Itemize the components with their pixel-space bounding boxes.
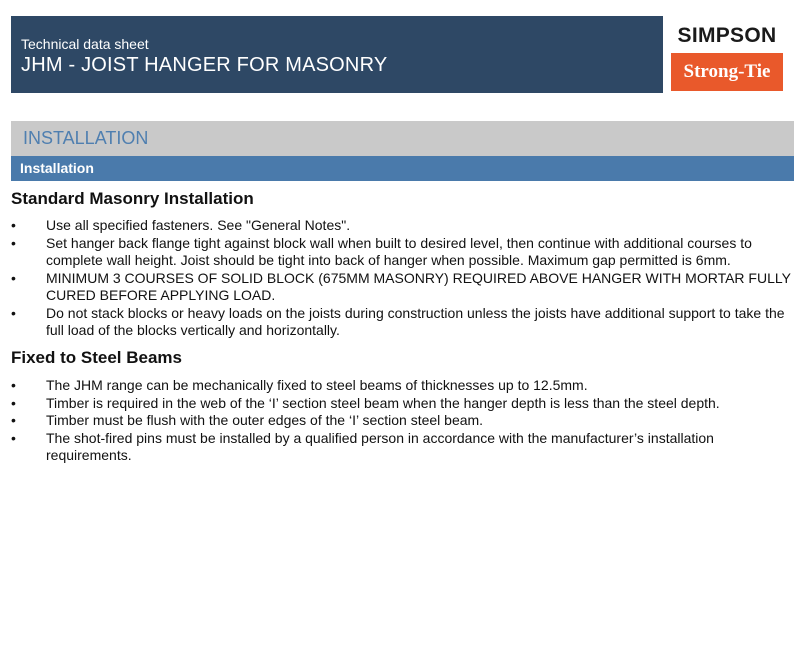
- section-subheading: Installation: [11, 156, 794, 181]
- brand-logo-simpson: SIMPSON: [671, 18, 783, 53]
- list-item: • MINIMUM 3 COURSES OF SOLID BLOCK (675MM MASONRY) REQUIRED ABOVE HANGER WITH MORTAR FULLY CURED BEFORE APPLYING LOAD.: [11, 269, 791, 303]
- list-item: • Set hanger back flange tight against block wall when built to desired level, then continue with additional courses to complete wall height. Joist should be tight into back of hanger when possible. Maximum gap permitted is 6mm.: [11, 234, 752, 268]
- document-type: Technical data sheet: [21, 36, 149, 52]
- document-title: JHM - JOIST HANGER FOR MASONRY: [21, 54, 388, 76]
- bullet-icon: •: [11, 377, 16, 393]
- document-header: [11, 16, 663, 93]
- list-item: • Timber is required in the web of the ‘I’ section steel beam when the hanger depth is less than the steel depth.: [11, 394, 720, 411]
- bullet-icon: •: [11, 217, 16, 233]
- bullet-icon: •: [11, 269, 16, 286]
- brand-logo-strong-tie: Strong-Tie: [671, 53, 783, 91]
- standard-installation-title: Standard Masonry Installation: [11, 189, 254, 208]
- list-item: • Use all specified fasteners. See "General Notes".: [11, 217, 351, 233]
- list-item: • Do not stack blocks or heavy loads on the joists during construction unless the joists have additional support to take the full load of the blocks vertically and horizontally.: [11, 304, 785, 338]
- bullet-icon: •: [11, 234, 16, 251]
- bullet-icon: •: [11, 429, 16, 446]
- bullet-icon: •: [11, 394, 16, 411]
- list-item: • Timber must be flush with the outer edges of the ‘I’ section steel beam.: [11, 412, 484, 428]
- steel-beams-title: Fixed to Steel Beams: [11, 348, 183, 367]
- section-heading: INSTALLATION: [11, 121, 794, 156]
- steel-beams-list: [11, 377, 796, 465]
- bullet-icon: •: [11, 304, 16, 321]
- bullet-icon: •: [11, 412, 16, 428]
- list-item: • The JHM range can be mechanically fixed to steel beams of thicknesses up to 12.5mm.: [11, 377, 588, 393]
- standard-installation-list: [11, 217, 796, 340]
- list-item: • The shot-fired pins must be installed by a qualified person in accordance with the manufacturer’s installation requirements.: [11, 429, 714, 463]
